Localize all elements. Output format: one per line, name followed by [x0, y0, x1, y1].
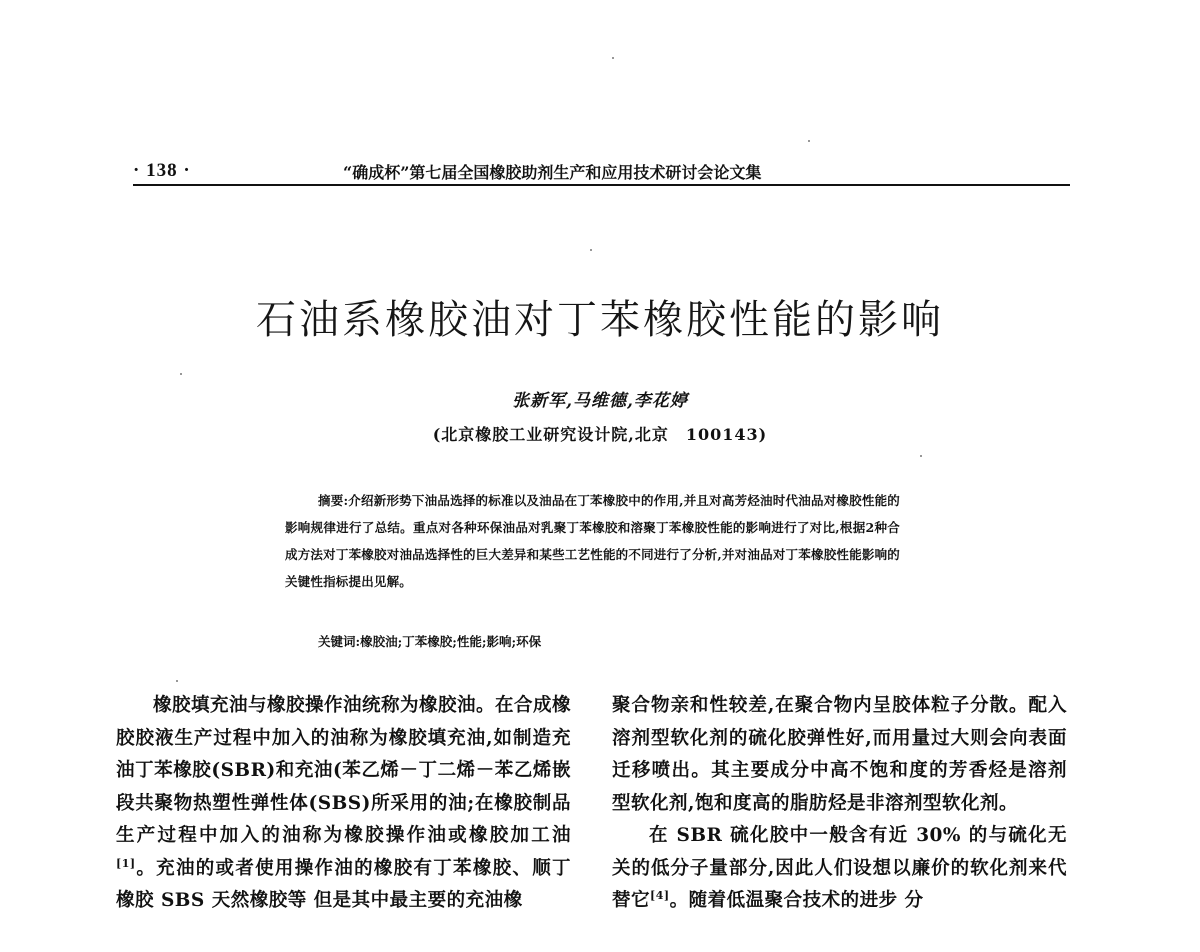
body-text: 在 SBR 硫化胶中一般含有近 30% 的与硫化无关的低分子量部分,因此人们设想以廉价的软化剂来代替它 — [612, 825, 1067, 911]
body-paragraph: 聚合物亲和性较差,在聚合物内呈胶体粒子分散。配入溶剂型软化剂的硫化胶弹性好,而用量过大则会向表面迁移喷出。其主要成分中高不饱和度的芳香烃是溶剂型软化剂,饱和度高的脂肪烃是非溶剂型软化剂。 — [612, 695, 1067, 814]
abstract: 摘要:介绍新形势下油品选择的标准以及油品在丁苯橡胶中的作用,并且对高芳烃油时代油品对橡胶性能的影响规律进行了总结。重点对各种环保油品对乳聚丁苯橡胶和溶聚丁苯橡胶性能的影响进行了对比,根据2种合成方法对丁苯橡胶对油品选择性的巨大差异和某些工艺性能的不同进行了分析,并对油品对丁苯橡胶性能影响的关键性指标提出见解。 — [285, 493, 900, 589]
paper-authors: 张新军,马维德,李花婷 — [512, 391, 688, 411]
running-header — [133, 160, 1070, 186]
body-text: 。充油的或者使用操作油的橡胶有丁苯橡胶、顺丁橡胶 SBS 天然橡胶等 但是其中最主要的充油橡 — [116, 857, 571, 911]
body-text: 。随着低温聚合技术的进步 分 — [669, 890, 924, 911]
body-left-column — [116, 690, 571, 918]
citation-ref: [1] — [116, 856, 136, 870]
body-text: 橡胶填充油与橡胶操作油统称为橡胶油。在合成橡胶胶液生产过程中加入的油称为橡胶填充油,如制造充油丁苯橡胶(SBR)和充油(苯乙烯－丁二烯－苯乙烯嵌段共聚物热塑性弹性体(SBS)所采用的油;在橡胶制品生产过程中加入的油称为橡胶操作油或橡胶加工油 — [116, 695, 572, 846]
scan-speck — [176, 680, 178, 682]
keywords: 关键词:橡胶油;丁苯橡胶;性能;影响;环保 — [318, 634, 542, 649]
paper-title: 石油系橡胶油对丁苯橡胶性能的影响 — [256, 297, 944, 343]
body-paragraph — [612, 820, 1067, 918]
scan-speck — [180, 373, 182, 375]
page-number: · 138 · — [133, 160, 191, 181]
scan-speck — [612, 57, 614, 59]
body-right-column — [612, 690, 1067, 918]
scan-speck — [808, 140, 810, 142]
paper-affiliation: (北京橡胶工业研究设计院,北京 100143) — [432, 425, 768, 444]
scan-speck — [590, 249, 592, 251]
body-paragraph — [116, 690, 571, 918]
running-title: “确成杯”第七届全国橡胶助剂生产和应用技术研讨会论文集 — [343, 163, 762, 182]
citation-ref: [4] — [650, 888, 670, 902]
scan-speck — [920, 455, 922, 457]
